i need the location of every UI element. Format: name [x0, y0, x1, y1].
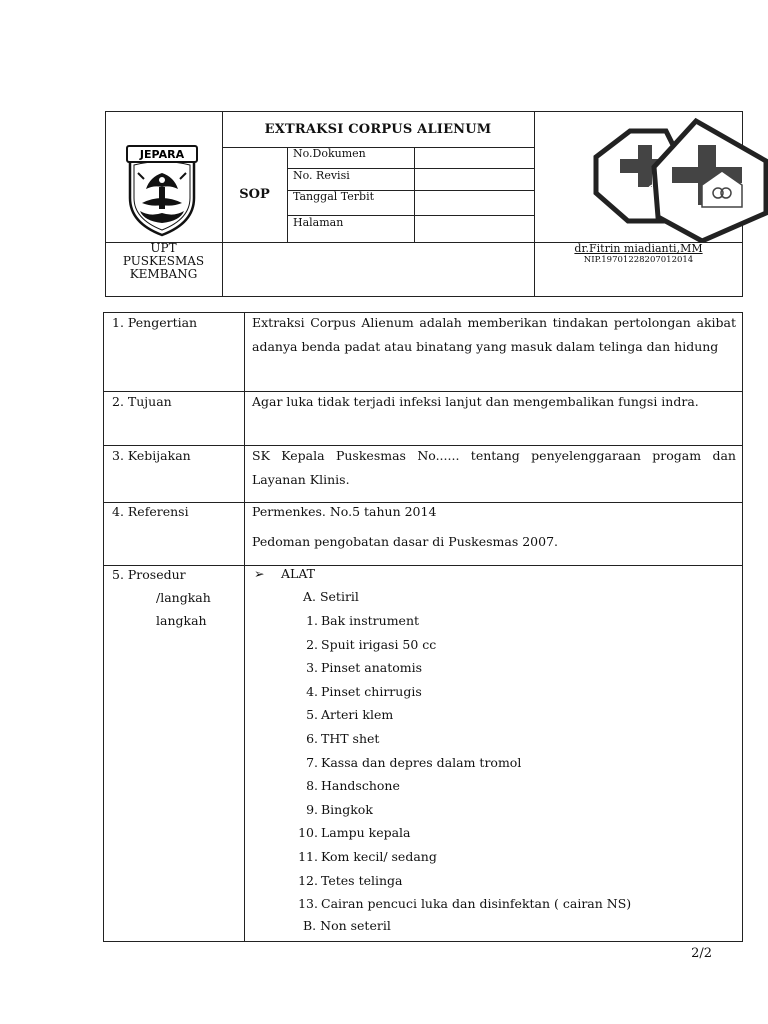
procedure-bullet-label: ALAT — [281, 566, 316, 581]
document-title: EXTRAKSI CORPUS ALIENUM — [264, 121, 492, 137]
signature-block — [534, 242, 743, 265]
list-item: Cairan pencuci luka dan disinfektan ( cairan NS) — [321, 896, 632, 912]
list-item-number: 10. — [298, 825, 318, 841]
list-item-number: 3. — [306, 660, 318, 676]
list-item: Arteri klem — [321, 707, 394, 723]
section-label-definition: 1. Pengertian — [112, 315, 198, 330]
list-item-number: 7. — [306, 754, 318, 770]
jepara-logo — [120, 143, 204, 238]
meta-label-issue-date: Tanggal Terbit — [293, 190, 375, 203]
section-text-definition: Extraksi Corpus Alienum adalah memberikan tindakan pertolongan akibat adanya benda padat atau binatang yang masuk dalam telinga dan hidung — [252, 315, 736, 354]
list-item: Bingkok — [321, 801, 373, 817]
list-item-number: 8. — [306, 778, 318, 794]
svg-text:JEPARA: JEPARA — [139, 148, 185, 161]
list-item: THT shet — [321, 731, 380, 746]
section-label-procedure-line2: /langkah — [156, 590, 211, 605]
puskesmas-logo — [592, 117, 768, 243]
meta-label-doc-number: No.Dokumen — [293, 147, 366, 160]
list-item: Handschone — [321, 778, 400, 794]
list-item: Kom kecil/ sedang — [321, 849, 437, 864]
header-divider — [414, 147, 415, 242]
header-divider — [534, 111, 535, 297]
sop-label: SOP — [239, 187, 270, 202]
section-label-purpose: 2. Tujuan — [112, 394, 172, 409]
list-item: Tetes telinga — [321, 872, 403, 888]
bullet-arrow-icon: ➢ — [254, 566, 265, 581]
list-item: Bak instrument — [321, 613, 420, 628]
procedure-group-b: B. Non seteril — [303, 918, 391, 933]
page-number: 2/2 — [691, 946, 712, 961]
list-item: Kassa dan depres dalam tromol — [321, 754, 522, 770]
section-text-reference-2: Pedoman pengobatan dasar di Puskesmas 2007. — [252, 534, 559, 549]
procedure-group-a: A. Setiril — [303, 589, 359, 604]
meta-label-revision: No. Revisi — [293, 169, 350, 182]
list-item: Spuit irigasi 50 cc — [321, 636, 437, 652]
list-item: Pinset chirrugis — [321, 683, 422, 699]
section-label-procedure-line3: langkah — [156, 613, 207, 628]
section-label-procedure: 5. Prosedur — [112, 567, 186, 582]
list-item-number: 12. — [298, 872, 318, 888]
list-item-number: 5. — [306, 707, 318, 723]
organization-name: UPT PUSKESMAS KEMBANG — [122, 241, 205, 281]
section-text-policy: SK Kepala Puskesmas No...... tentang penyelenggaraan progam dan Layanan Klinis. — [252, 448, 736, 487]
signatory-name: dr.Fitrin miadianti,MM — [574, 242, 703, 255]
header-divider — [287, 147, 288, 242]
list-item-number: 13. — [298, 896, 318, 912]
signatory-nip: NIP.19701228207012014 — [583, 255, 694, 265]
table-divider — [244, 312, 245, 942]
section-text-reference-1: Permenkes. No.5 tahun 2014 — [252, 504, 437, 519]
list-item-number: 2. — [306, 636, 318, 652]
section-label-policy: 3. Kebijakan — [112, 448, 191, 463]
list-item-number: 6. — [306, 731, 318, 746]
list-item-number: 1. — [306, 613, 318, 628]
list-item-number: 9. — [306, 801, 318, 817]
list-item-number: 4. — [306, 683, 318, 699]
list-item: Lampu kepala — [321, 825, 411, 841]
meta-label-page: Halaman — [293, 216, 344, 229]
section-label-reference: 4. Referensi — [112, 504, 189, 519]
section-text-purpose: Agar luka tidak terjadi infeksi lanjut dan mengembalikan fungsi indra. — [252, 394, 699, 409]
list-item: Pinset anatomis — [321, 660, 423, 676]
table-divider — [103, 565, 743, 566]
list-item-number: 11. — [298, 849, 318, 864]
